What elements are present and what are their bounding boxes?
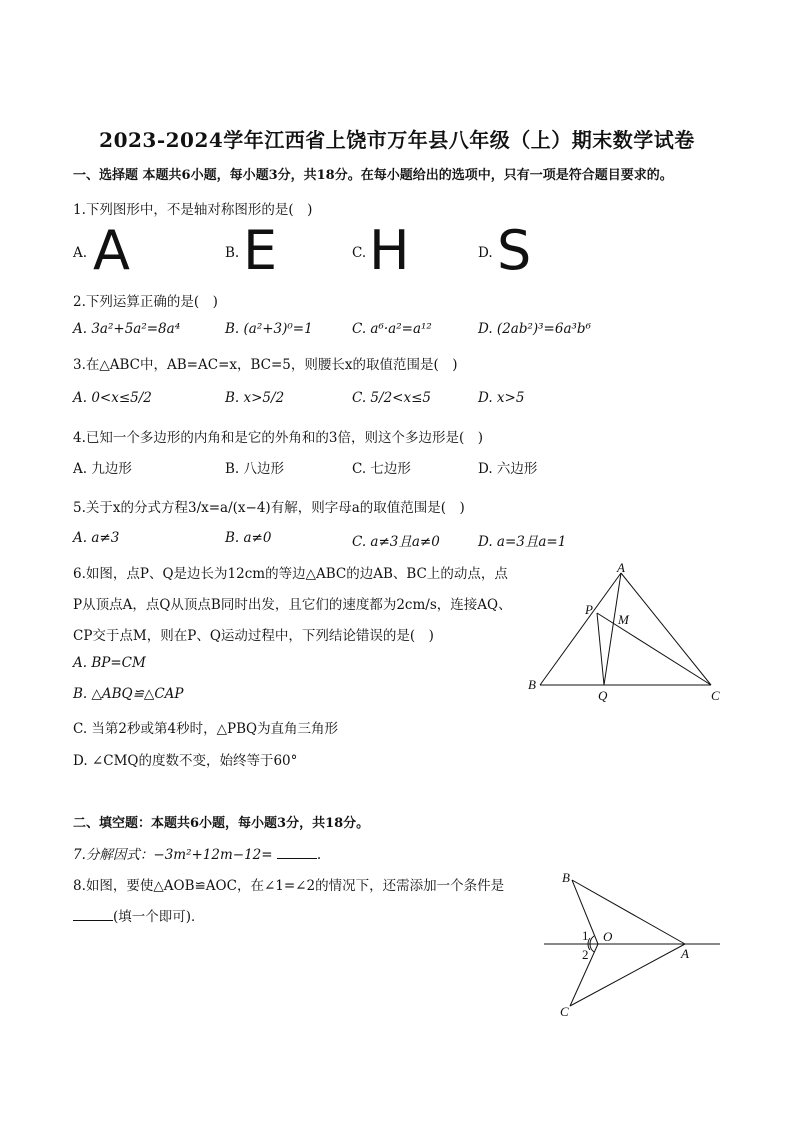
q5-option-a: A. a≠3	[73, 530, 120, 546]
section-2-heading: 二、填空题：本题共6小题，每小题3分，共18分。	[73, 816, 370, 831]
question-3: 3.在△ABC中，AB=AC=x，BC=5，则腰长x的取值范围是( )	[73, 357, 458, 373]
q6-option-b: B. △ABQ≌△CAP	[73, 686, 184, 702]
q5-option-d: D. a=3且a=1	[478, 534, 567, 550]
label-b: B	[562, 870, 570, 885]
q4-option-c: C. 七边形	[352, 461, 411, 477]
q5-option-b: B. a≠0	[225, 530, 272, 546]
q2-option-b: B. (a²+3)⁰=1	[225, 321, 313, 337]
q4-option-b: B. 八边形	[225, 461, 285, 477]
q1-option-d-figure: S	[497, 219, 532, 282]
q3-option-c: C. 5/2<x≤5	[352, 390, 431, 406]
q4-option-d: D. 六边形	[478, 461, 538, 477]
segment-pq	[597, 613, 604, 685]
q1-option-b-figure: E	[243, 219, 278, 282]
q6-triangle-figure	[520, 560, 730, 705]
q1-option-c-label: C.	[352, 245, 367, 261]
edge-ab	[540, 573, 621, 685]
q3-option-b: B. x>5/2	[225, 390, 285, 406]
q6-option-a: A. BP=CM	[73, 655, 146, 671]
question-8-line-1: 8.如图，要使△AOB≌AOC，在∠1=∠2的情况下，还需添加一个条件是	[73, 878, 505, 894]
question-6-line-1: 6.如图，点P、Q是边长为12cm的等边△ABC的边AB、BC上的动点，点	[73, 566, 508, 582]
label-q: Q	[598, 688, 608, 703]
q1-option-a-figure: A	[93, 219, 130, 282]
q1-option-b-label: B.	[225, 245, 240, 261]
segment-aq	[604, 573, 621, 685]
q2-option-d: D. (2ab²)³=6a³b⁶	[478, 321, 591, 337]
question-5: 5.关于x的分式方程3/x=a/(x−4)有解，则字母a的取值范围是( )	[73, 500, 465, 516]
q5-option-c: C. a≠3且a≠0	[352, 534, 440, 550]
question-6-line-3: CP交于点M，则在P、Q运动过程中，下列结论错误的是( )	[73, 628, 434, 644]
question-7	[73, 843, 321, 863]
label-c: C	[711, 688, 720, 703]
label-a: A	[617, 560, 625, 575]
q3-option-a: A. 0<x≤5/2	[73, 390, 152, 406]
q8-answer-blank[interactable]	[73, 908, 113, 921]
question-8-line-2	[73, 905, 205, 925]
label-angle-2: 2	[582, 947, 589, 962]
section-1-heading: 一、选择题 本题共6小题，每小题3分，共18分。在每小题给出的选项中，只有一项是符合题目要求的。	[73, 168, 673, 183]
q1-option-d-label: D.	[478, 245, 493, 261]
q8-figure	[540, 868, 725, 1018]
question-7-end: .	[316, 847, 322, 863]
label-m: M	[618, 612, 629, 627]
question-7-stem: 7.分解因式：−3m²+12m−12=	[73, 847, 273, 863]
label-angle-1: 1	[582, 928, 589, 943]
q2-option-c: C. a⁶·a²=a¹²	[352, 321, 432, 337]
segment-cp	[597, 613, 711, 685]
q4-option-a: A. 九边形	[73, 461, 132, 477]
question-6-line-2: P从顶点A，点Q从顶点B同时出发，且它们的速度都为2cm/s，连接AQ、	[73, 597, 512, 613]
question-4: 4.已知一个多边形的内角和是它的外角和的3倍，则这个多边形是( )	[73, 430, 484, 446]
label-c: C	[560, 1004, 569, 1018]
question-1: 1.下列图形中，不是轴对称图形的是( )	[73, 202, 313, 218]
edge-ac	[621, 573, 711, 685]
q2-option-a: A. 3a²+5a²=8a⁴	[73, 321, 181, 337]
q7-answer-blank[interactable]	[277, 846, 317, 859]
q6-option-c: C. 当第2秒或第4秒时，△PBQ为直角三角形	[73, 721, 339, 737]
q1-option-a-label: A.	[73, 245, 88, 261]
segment-ba	[572, 880, 685, 944]
q6-option-d: D. ∠CMQ的度数不变，始终等于60°	[73, 753, 298, 769]
label-b: B	[528, 677, 536, 692]
question-2: 2.下列运算正确的是( )	[73, 294, 218, 310]
page-title: 2023-2024学年江西省上饶市万年县八年级（上）期末数学试卷	[99, 128, 695, 152]
question-8-line-2-text: (填一个即可)．	[113, 909, 205, 925]
q3-option-d: D. x>5	[478, 390, 525, 406]
label-p: P	[585, 602, 593, 617]
q1-option-c-figure: H	[369, 219, 410, 282]
label-o: O	[603, 929, 613, 944]
label-a: A	[681, 946, 689, 961]
